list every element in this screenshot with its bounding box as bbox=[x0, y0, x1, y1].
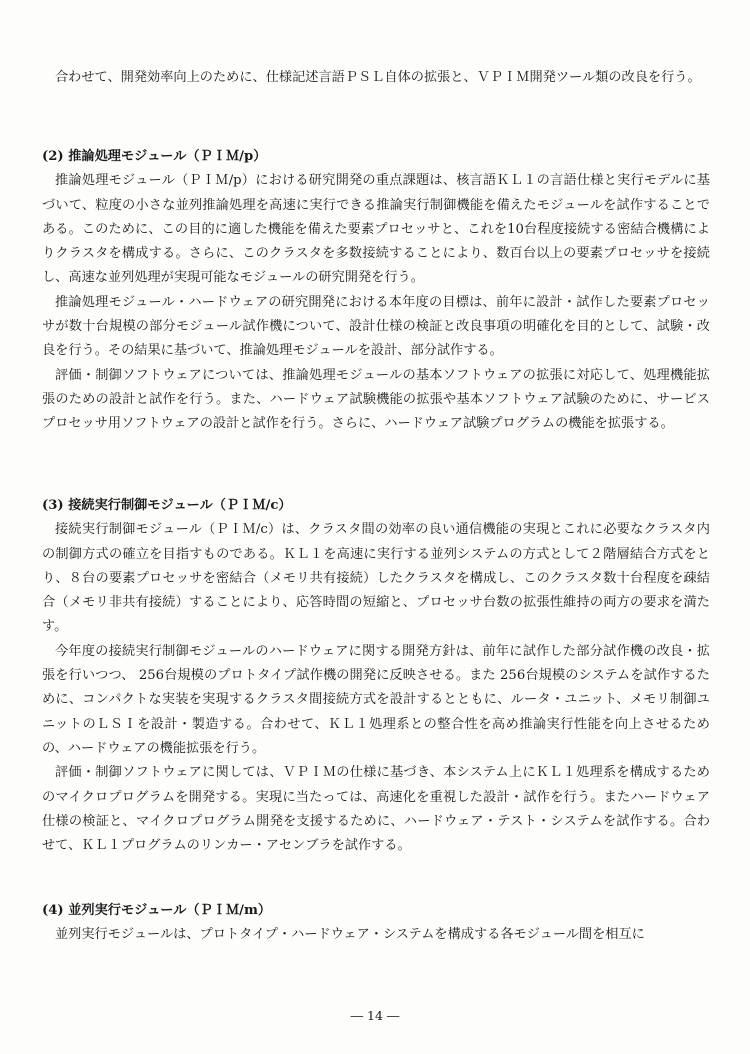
section-4-paragraph-1: 並列実行モジュールは、プロトタイプ・ハードウェア・システムを構成する各モジュール間を相互に bbox=[55, 927, 645, 943]
section-2-heading: (2) 推論処理モジュール（ＰＩＭ/p） bbox=[42, 149, 267, 164]
section-2 bbox=[42, 145, 710, 437]
section-3-paragraph-1: 接続実行制御モジュール（ＰＩＭ/c）は、クラスタ間の効率の良い通信機能の実現とこれに必要なクラスタ内の制御方式の確立を目指すものである。ＫＬ１を高速に実行する並列システムの方式として２階層結合方式をとり、８台の要素プロセッサを密結合（メモリ共有接続）したクラスタを構成し、このクラスタ数十台程度を疎結合（メモリ非共有接続）することにより、応答時間の短縮と、プロセッサ台数の拡張性維持の両方の要求を満たす。 bbox=[42, 522, 710, 635]
section-4-heading: (4) 並列実行モジュール（ＰＩＭ/m） bbox=[42, 903, 272, 918]
section-3-paragraph-3: 評価・制御ソフトウェアに関しては、ＶＰＩＭの仕様に基づき、本システム上にＫＬ１処理系を構成するためのマイクロプログラムを開発する。実現に当たっては、高速化を重視した設計・試作を行う。またハードウェア仕様の検証と、マイクロプログラム開発を支援するために、ハードウェア・テスト・システムを試作する。合わせて、ＫＬ１プログラムのリンカー・アセンブラを試作する。 bbox=[42, 765, 710, 854]
section-2-paragraph-3: 評価・制御ソフトウェアについては、推論処理モジュールの基本ソフトウェアの拡張に対応して、処理機能拡張のための設計と試作を行う。また、ハードウェア試験機能の拡張や基本ソフトウェア試験のために、サービスプロセッサ用ソフトウェアの設計と試作を行う。さらに、ハードウェア試験プログラムの機能を拡張する。 bbox=[42, 367, 710, 432]
section-3 bbox=[42, 494, 710, 858]
intro-paragraph: 合わせて、開発効率向上のために、仕様記述言語ＰＳＬ自体の拡張と、ＶＰＩＭ開発ツール類の改良を行う。 bbox=[55, 70, 701, 85]
page-number: ― 14 ― bbox=[350, 1008, 400, 1023]
section-2-paragraph-1: 推論処理モジュール（ＰＩＭ/p）における研究開発の重点課題は、核言語ＫＬ１の言語仕様と実行モデルに基づいて、粒度の小さな並列推論処理を高速に実行できる推論実行制御機能を備えたモジュールを試作することである。このために、この目的に適した機能を備えた要素プロセッサと、これを10台程度接続する密結合機構によりクラスタを構成する。さらに、このクラスタを多数接続することにより、数百台以上の要素プロセッサを接続し、高速な並列処理が実現可能なモジュールの研究開発を行う。 bbox=[42, 173, 710, 286]
section-2-paragraph-2: 推論処理モジュール・ハードウェアの研究開発における本年度の目標は、前年に設計・試作した要素プロセッサが数十台規模の部分モジュール試作機について、設計仕様の検証と改良事項の明確化を目的として、試験・改良を行う。その結果に基づいて、推論処理モジュールを設計、部分試作する。 bbox=[42, 294, 710, 359]
section-3-heading: (3) 接続実行制御モジュール（ＰＩＭ/c） bbox=[42, 498, 292, 513]
intro-block bbox=[42, 66, 710, 90]
section-3-paragraph-2: 今年度の接続実行制御モジュールのハードウェアに関する開発方針は、前年に試作した部分試作機の改良・拡張を行いつつ、 256台規模のプロトタイプ試作機の開発に反映させる。また 256台規模のシステムを試作するために、コンパクトな実装を実現するクラスタ間接続方式を設計するとともに、ルータ・ユニット、メモリ制御ユニットのＬＳＩを設計・製造する。合わせて、ＫＬ１処理系との整合性を高め推論実行性能を向上させるための、ハードウェアの機能拡張を行う。 bbox=[42, 643, 710, 756]
section-4 bbox=[42, 899, 710, 948]
